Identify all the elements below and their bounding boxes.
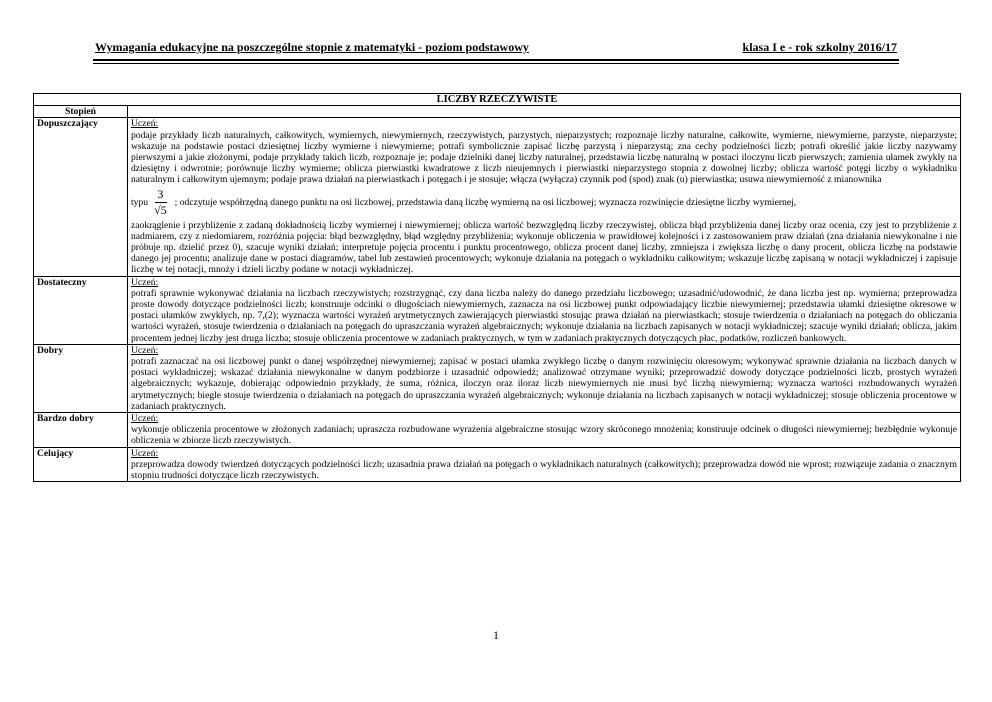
table-title-row	[34, 94, 961, 106]
table-row	[34, 447, 961, 482]
table-row	[34, 413, 961, 448]
uczen-label: Uczeń:	[131, 276, 159, 288]
grade-requirements	[128, 447, 961, 482]
grade-requirements	[128, 344, 961, 412]
page-header	[93, 40, 899, 58]
class-year-label: klasa I e - rok szkolny 2016/17	[742, 40, 897, 54]
grade-requirements	[128, 276, 961, 344]
header-rule-thin	[93, 63, 899, 64]
fraction-numerator: 3	[157, 186, 164, 201]
requirements-text-continued: ; odczytuje współrzędną danego punktu na osi liczbowej, przedstawia daną liczbę wymierną na osi liczbowej; wyznacza rozwinięcie dziesiętne liczby wymiernej,	[174, 196, 797, 208]
table-row	[34, 344, 961, 412]
grade-label: Dopuszczający	[34, 118, 128, 276]
table-row	[34, 118, 961, 276]
grade-label: Dostateczny	[34, 276, 128, 344]
grade-label: Dobry	[34, 344, 128, 412]
typu-label: typu	[131, 196, 149, 208]
fraction-line	[131, 188, 957, 217]
requirements-table	[33, 93, 961, 482]
fraction-example	[154, 188, 167, 217]
grade-column-header: Stopień	[34, 106, 128, 118]
table-row	[34, 276, 961, 344]
requirements-text: podaje przykłady liczb naturalnych, całkowitych, wymiernych, niewymiernych, rzeczywistych, parzystych, nieparzystych; rozpoznaje liczby naturalne, całkowite, wymierne, niewymierne, parzyste, nieparzyste; wskazuje na podstawie postaci dziesiętnej liczby wymierne i niewymierne; potrafi symbolicznie zapisać liczbę parzystą i nieparzystą; zna cechy podzielności liczb; potrafi określić jakie liczby nazywamy pierwszymi a jakie złożonymi, podaje przykłady takich liczb, rozpoznaje je; podaje dzielniki danej liczby naturalnej, przedstawia liczbę naturalną w postaci iloczynu liczb pierwszych; zamienia ułamek zwykły na dziesiętny i odwrotnie; porównuje liczby wymierne; oblicza pierwiastki kwadratowe z liczb nieujemnych i pierwiastki nieparzystego stopnia z dowolnej liczby; oblicza wartość potęgi liczby o wykładniku naturalnym i całkowitym ujemnym; podaje prawa działań na pierwiastkach i potęgach i je stosuje; włącza (wyłącza) czynnik pod (spod) znak (u) pierwiastka; usuwa niewymierność z mianownika	[131, 129, 957, 186]
uczen-label: Uczeń:	[131, 344, 159, 356]
uczen-label: Uczeń:	[131, 413, 159, 425]
requirements-text: potrafi zaznaczać na osi liczbowej punkt o danej współrzędnej niewymiernej; zapisać w postaci ułamka zwykłego liczbę o danym rozwinięciu okresowym; wykonywać sprawnie działania na liczbach danych w postaci wykładniczej; wskazać działania niewykonalne w danym podzbiorze i uzasadnić odpowiedź; analizować otrzymane wyniki; przeprowadzić dowody dotyczące podzielności liczb, prostych wyrażeń algebraicznych; wykazuje, dobierając odpowiednio przykłady, że suma, różnica, iloczyn oraz iloraz liczb niewymiernych nie musi być liczbą niewymierną; wyznacza wartości rozbudowanych wyrażeń arytmetycznych; biegle stosuje twierdzenia o działaniach na potęgach do upraszczania wyrażeń algebraicznych; wykonuje działania na liczbach zapisanych w notacji wykładniczej; stosuje obliczenia procentowe w zadaniach praktycznych.	[131, 356, 957, 412]
grade-requirements	[128, 118, 961, 276]
document-title: Wymagania edukacyjne na poszczególne stopnie z matematyki - poziom podstawowy	[95, 40, 529, 54]
header-rule-thick	[93, 59, 899, 61]
uczen-label: Uczeń:	[131, 118, 159, 130]
fraction-denominator: √5	[154, 202, 167, 217]
grade-label: Bardzo dobry	[34, 413, 128, 448]
requirements-text: potrafi sprawnie wykonywać działania na liczbach rzeczywistych; rozstrzygnąć, czy dana liczba należy do danego przedziału liczbowego; uzasadnić/udowodnić, że dana liczba jest np. wymierna; przeprowadza proste dowody dotyczące podzielności liczb; konstruuje odcinki o długościach niewymiernych, zaznacza na osi liczbowej punkt odpowiadający liczbie niewymiernej; przedstawia ułamki dziesiętne okresowe w postaci ułamków zwykłych, np. 7,(2); wyznacza wartości wyrażeń arytmetycznych zawierających pierwiastki stosując prawa działań na pierwiastkach; stosuje twierdzenia o działaniach na potęgach do obliczania wartości wyrażeń, stosuje twierdzenia o działaniach na potęgach do upraszczania wyrażeń algebraicznych; wykonuje działania na liczbach zapisanych w notacji wykładniczej; szacuje wyniki działań; oblicza, jakim procentem jednej liczby jest druga liczba; stosuje obliczenia procentowe w zadaniach praktycznych, w tym w zadaniach praktycznych dotyczących płac, podatków, rozliczeń bankowych.	[131, 287, 957, 344]
radicand: 5	[160, 202, 167, 217]
uczen-label: Uczeń:	[131, 447, 159, 459]
requirements-text: wykonuje obliczenia procentowe w złożonych zadaniach; upraszcza rozbudowane wyrażenia algebraiczne stosując wzory skróconego mnożenia; konstruuje odcinek o długości niewymiernej; bezbłędnie wykonuje obliczenia w zbiorze liczb rzeczywistych.	[131, 424, 957, 447]
page-number: 1	[493, 628, 499, 642]
grade-label: Celujący	[34, 447, 128, 482]
section-title: LICZBY RZECZYWISTE	[34, 94, 961, 106]
requirements-text: przeprowadza dowody twierdzeń dotyczących podzielności liczb; uzasadnia prawa działań na potęgach o wykładnikach naturalnych (całkowitych); przeprowadza dowód nie wprost; rozwiązuje zadania o znacznym stopniu trudności dotyczące liczb rzeczywistych.	[131, 458, 957, 482]
requirements-text-final: zaokrąglenie i przybliżenie z zadaną dokładnością liczby wymiernej i niewymiernej; oblicza wartość bezwzględną liczby rzeczywistej, oblicza błąd przybliżenia danej liczby oraz ocenia, czy jest to przybliżenie z nadmiarem, czy z niedomiarem, rozróżnia pojęcia: błąd bezwzględny, błąd względny przybliżenia; wykonuje obliczenia w prawidłowej kolejności i z zastosowaniem praw działań (zna działania niewykonalne i nie próbuje np. dzielić przez 0), szacuje wyniki działań; interpretuje pojęcia procentu i punktu procentowego, oblicza procent danej liczby, zmniejsza i zwiększa liczbę o dany procent, oblicza liczbę na podstawie danego jej procentu; analizuje dane w postaci diagramów, tabel lub zestawień procentowych; wykonuje działania na potęgach o wykładniku całkowitym; wskazuje liczbę zapisaną w notacji wykładniczej i zapisuje liczbę w tej notacji, mnoży i dzieli liczby podane w notacji wykładniczej.	[131, 219, 957, 276]
empty-header-cell	[128, 106, 961, 118]
grade-requirements	[128, 413, 961, 448]
column-header-row	[34, 106, 961, 118]
